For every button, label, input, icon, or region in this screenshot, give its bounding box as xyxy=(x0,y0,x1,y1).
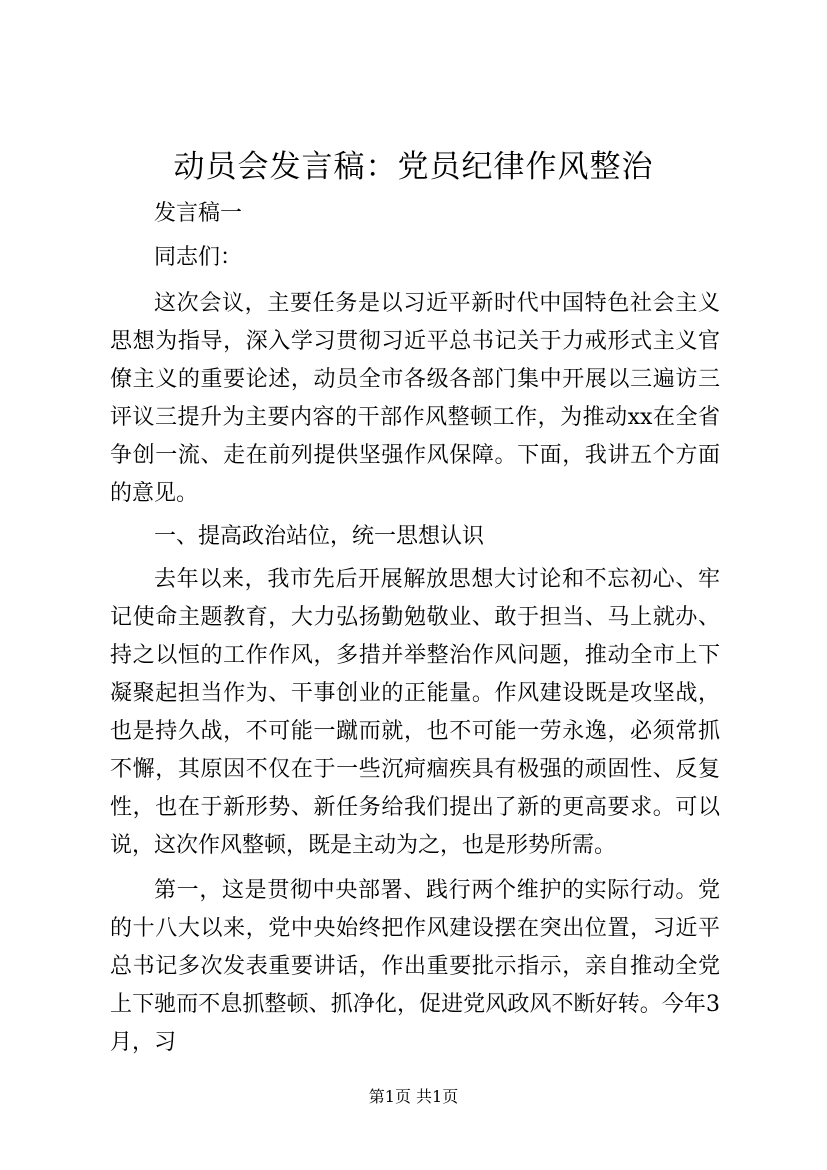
paragraph-heading-label: 发言稿一 xyxy=(154,201,243,226)
section-heading-1: 一、提高政治站位，统一思想认识 xyxy=(154,524,485,549)
page-footer: 第1页 共1页 xyxy=(368,1087,459,1106)
paragraph-intro: 这次会议，主要任务是以习近平新时代中国特色社会主义思想为指导，深入学习贯彻习近平总书记关于力戒形式主义官僚主义的重要论述，动员全市各级各部门集中开展以三遍访三评议三提升为主要内容的干部作风整顿工作，为推动xx在全省争创一流、走在前列提供坚强作风保障。下面，我讲五个方面的意见。 xyxy=(110,291,720,506)
paragraph-point-1: 第一，这是贯彻中央部署、践行两个维护的实际行动。党的十八大以来，党中央始终把作风建设摆在突出位置，习近平总书记多次发表重要讲话，作出重要批示指示，亲自推动全党上下驰而不息抓整顿、抓净化，促进党风政风不断好转。今年3月，习 xyxy=(110,878,720,1055)
paragraph-salutation: 同志们： xyxy=(154,245,243,270)
document-body xyxy=(110,197,720,1063)
paragraph-section-1: 去年以来，我市先后开展解放思想大讨论和不忘初心、牢记使命主题教育，大力弘扬勤勉敬业、敢于担当、马上就办、持之以恒的工作作风，多措并举整治作风问题，推动全市上下凝聚起担当作为、干事创业的正能量。作风建设既是攻坚战，也是持久战，不可能一蹴而就，也不可能一劳永逸，必须常抓不懈，其原因不仅在于一些沉疴痼疾具有极强的顽固性、反复性，也在于新形势、新任务给我们提出了新的更高要求。可以说，这次作风整顿，既是主动为之，也是形势所需。 xyxy=(110,567,720,858)
document-title: 动员会发言稿：党员纪律作风整治 xyxy=(173,149,654,185)
